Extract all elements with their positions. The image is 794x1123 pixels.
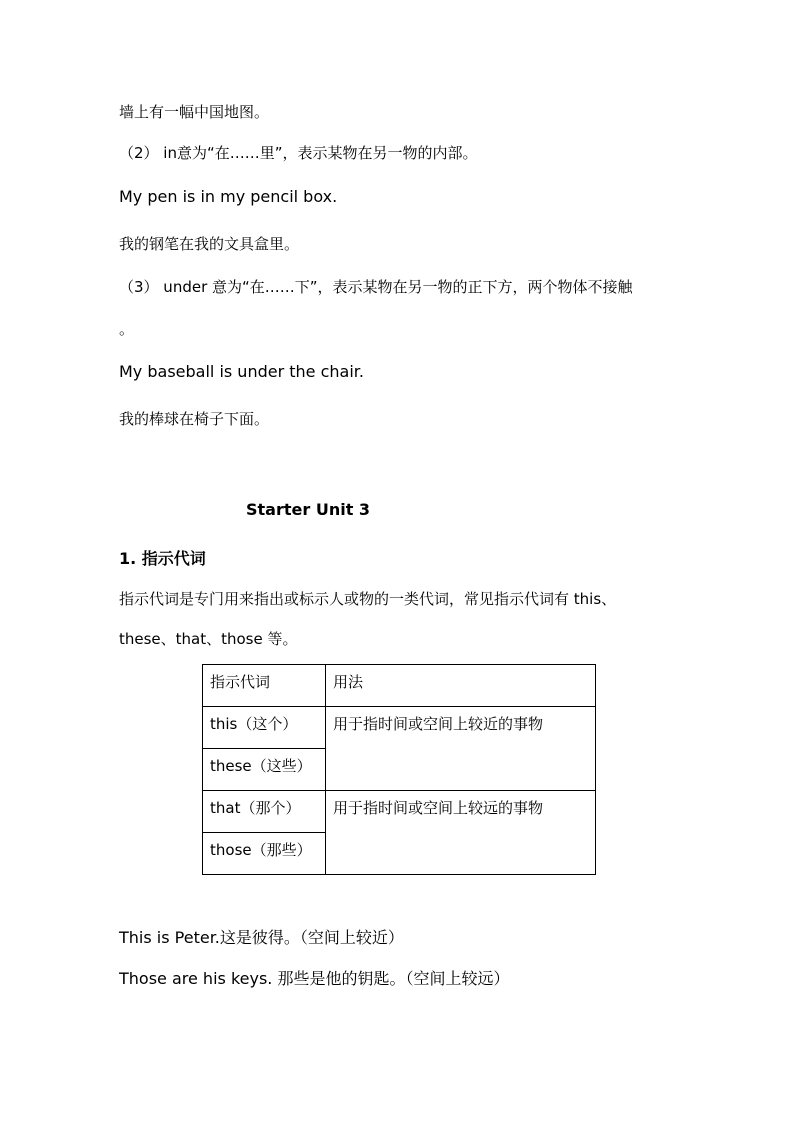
- pronoun-table: [202, 664, 596, 875]
- text-line: （3） under 意为“在……下”，表示某物在另一物的正下方，两个物体不接触: [119, 278, 633, 296]
- table-row: [203, 791, 596, 833]
- table-cell: that（那个）: [203, 791, 326, 833]
- text-line: 我的棒球在椅子下面。: [119, 410, 270, 428]
- table-cell: 用于指时间或空间上较近的事物: [326, 707, 596, 791]
- table-header: 用法: [326, 665, 596, 707]
- paragraph: 指示代词是专门用来指出或标示人或物的一类代词，常见指示代词有 this、: [119, 590, 617, 608]
- text-line: （2） in意为“在……里”，表示某物在另一物的内部。: [119, 144, 478, 162]
- example-sentence: My pen is in my pencil box.: [119, 187, 338, 206]
- table-cell: these（这些）: [203, 749, 326, 791]
- table-header: 指示代词: [203, 665, 326, 707]
- example-sentence: Those are his keys. 那些是他的钥匙。（空间上较远）: [119, 969, 510, 988]
- section-title: Starter Unit 3: [246, 500, 371, 519]
- example-sentence: My baseball is under the chair.: [119, 362, 364, 381]
- text-line: 墙上有一幅中国地图。: [119, 103, 270, 121]
- paragraph: these、that、those 等。: [119, 630, 298, 648]
- table-cell: those（那些）: [203, 833, 326, 875]
- example-sentence: This is Peter.这是彼得。（空间上较近）: [119, 928, 404, 947]
- text-line: 我的钢笔在我的文具盒里。: [119, 235, 300, 253]
- table-cell: this（这个）: [203, 707, 326, 749]
- table-cell: 用于指时间或空间上较远的事物: [326, 791, 596, 875]
- text-line: 。: [119, 320, 135, 338]
- subsection-title: 1. 指示代词: [119, 549, 206, 568]
- table-row: [203, 707, 596, 749]
- table-header-row: [203, 665, 596, 707]
